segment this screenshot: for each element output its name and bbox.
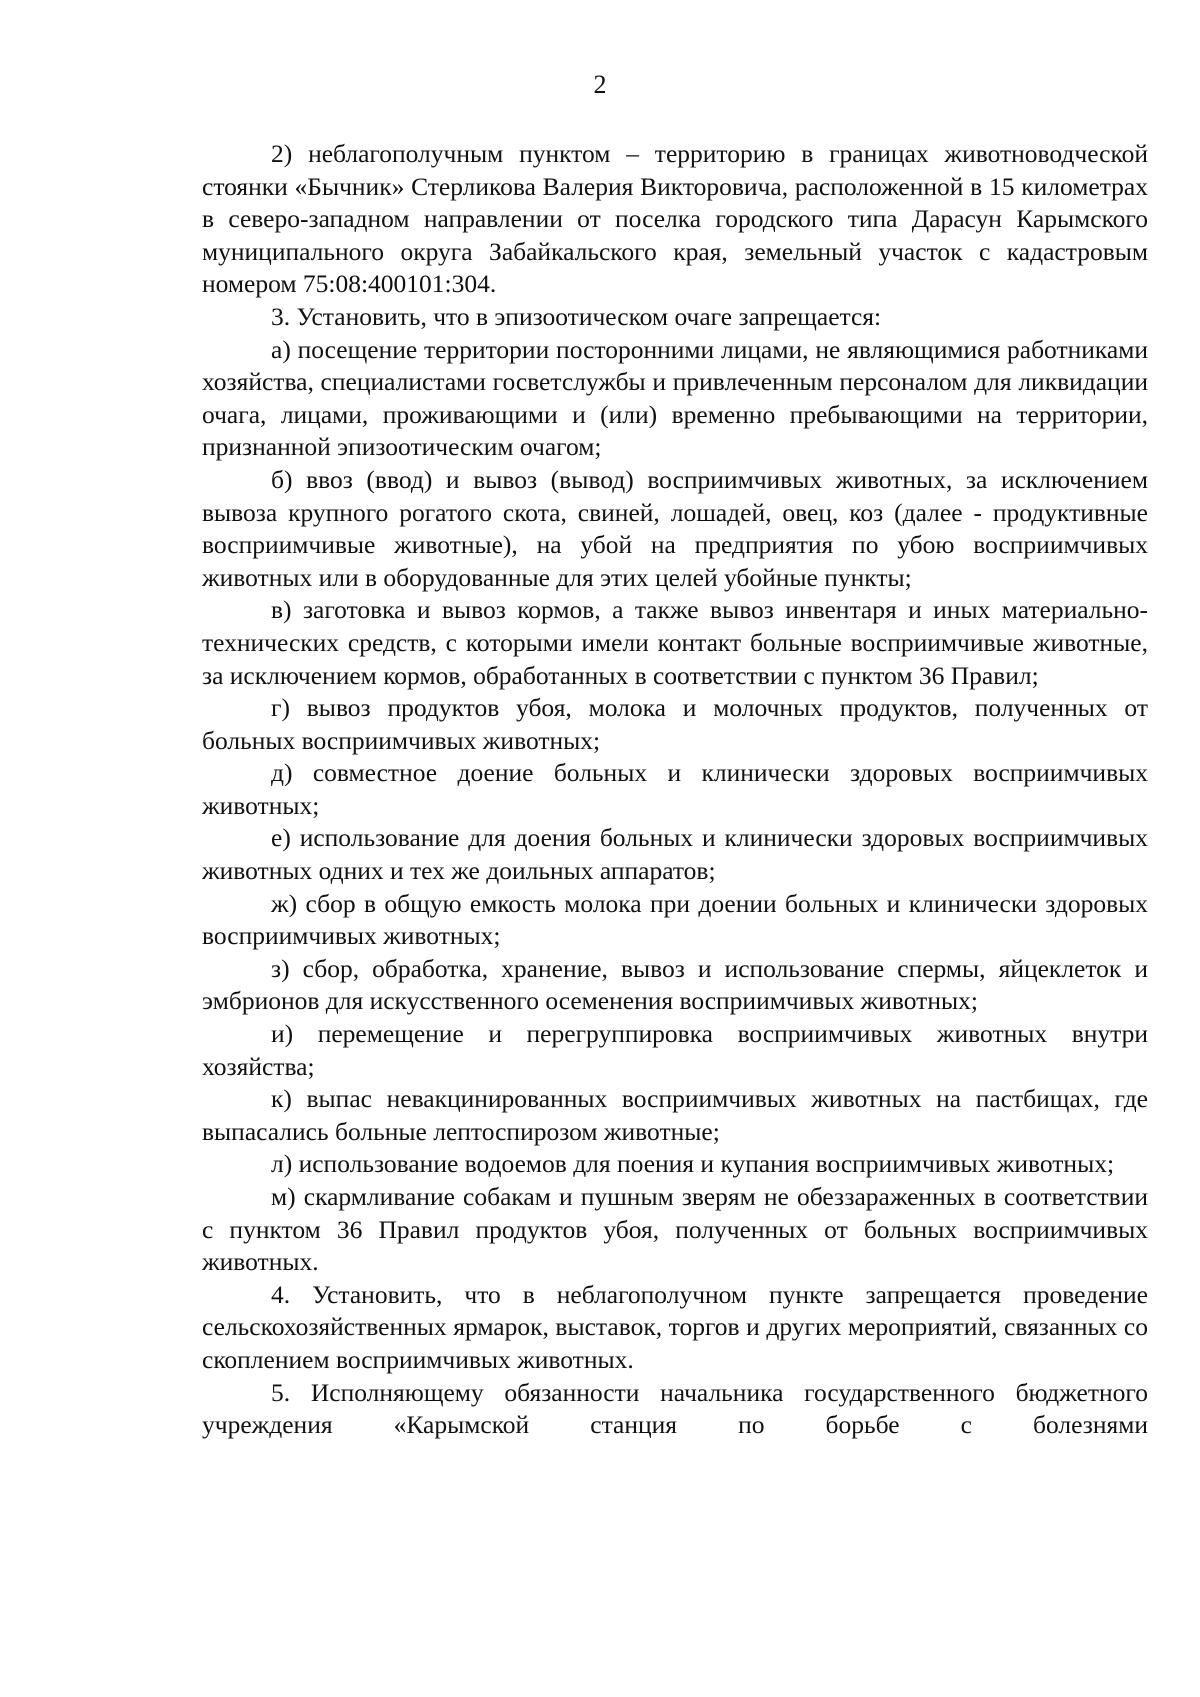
paragraph-item-e: е) использование для доения больных и клинически здоровых восприимчивых животных одних и тех же доильных аппаратов; [202,823,1148,886]
paragraph-item-zh: ж) сбор в общую емкость молока при доении больных и клинически здоровых восприимчивых животных; [202,888,1148,951]
paragraph-item-g: г) вывоз продуктов убоя, молока и молочных продуктов, полученных от больных восприимчивых животных; [202,693,1148,755]
paragraph-item-a: а) посещение территории посторонними лицами, не являющимися работниками хозяйства, специалистами госветслужбы и привлеченным персоналом для ликвидации очага, лицами, проживающими и (или) временно пребывающими на территории, признанной эпизоотическим очагом; [202,334,1148,462]
paragraph-item-v: в) заготовка и вывоз кормов, а также вывоз инвентаря и иных материально-технических средств, с которыми имели контакт больные восприимчивые животные, за исключением кормов, обработанных в соответствии с пунктом 36 Правил; [202,595,1148,690]
paragraph-item-d: д) совместное доение больных и клинически здоровых восприимчивых животных; [202,758,1148,820]
paragraph-item-i: и) перемещение и перегруппировка восприимчивых животных внутри хозяйства; [202,1019,1148,1081]
paragraph-item-z: з) сбор, обработка, хранение, вывоз и использование спермы, яйцеклеток и эмбрионов для искусственного осеменения восприимчивых животных; [202,953,1148,1016]
paragraph-item-l: л) использование водоемов для поения и купания восприимчивых животных; [271,1149,1115,1179]
paragraph-item-b: б) ввоз (ввод) и вывоз (вывод) восприимчивых животных, за исключением вывоза крупного рогатого скота, свиней, лошадей, овец, коз (далее - продуктивные восприимчивые животные), на убой на предприятия по убою восприимчивых животных или в оборудованные для этих целей убойные пункты; [202,464,1148,592]
paragraph-item-m: м) скармливание собакам и пушным зверям не обеззараженных в соответствии с пунктом 36 Правил продуктов убоя, полученных от больных восприимчивых животных. [202,1182,1148,1277]
page-number: 2 [593,70,607,99]
paragraph-5: 5. Исполняющему обязанности начальника государственного бюджетного учреждения «Карымской станция по борьбе с болезнями [202,1377,1148,1440]
paragraph-4: 4. Установить, что в неблагополучном пункте запрещается проведение сельскохозяйственных ярмарок, выставок, торгов и других мероприятий, связанных со скоплением восприимчивых животных. [202,1279,1148,1374]
paragraph-item-k: к) выпас невакцинированных восприимчивых животных на пастбищах, где выпасались больные лептоспирозом животные; [202,1084,1148,1146]
document-body [202,138,1148,1442]
paragraph-3-intro: 3. Установить, что в эпизоотическом очаге запрещается: [271,301,882,331]
paragraph-2-unfavorable-point: 2) неблагополучным пунктом – территорию в границах животноводческой стоянки «Бычник» Стерликова Валерия Викторовича, расположенной в 15 километрах в северо-западном направлении от поселка городского типа Дарасун Карымского муниципального округа Забайкальского края, земельный участок с кадастровым номером 75:08:400101:304. [202,139,1148,299]
